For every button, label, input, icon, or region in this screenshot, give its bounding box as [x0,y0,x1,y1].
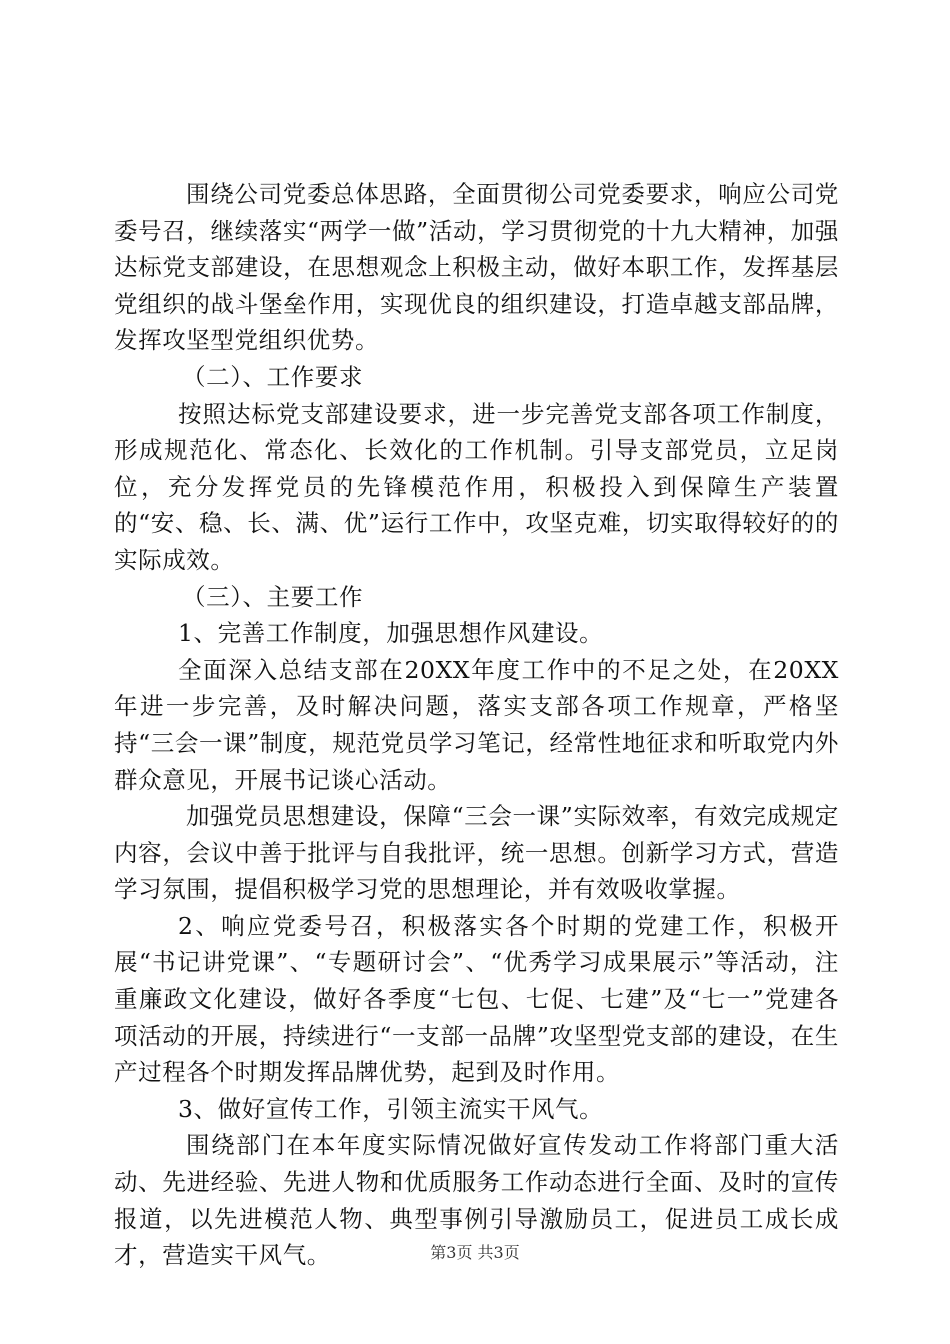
section-heading-work-requirements: （二）、工作要求 [182,362,364,391]
paragraph-work-requirements: 按照达标党支部建设要求，进一步完善党支部各项工作制度，形成规范化、常态化、长效化的工作机制。引导支部党员，立足岗位，充分发挥党员的先锋模范作用，积极投入到保障生产装置的“安、稳、长、满、优”运行工作中，攻坚克难，切实取得较好的的实际成效。 [114,399,839,574]
paragraph-item-1-thought: 加强党员思想建设，保障“三会一课”实际效率，有效完成规定内容，会议中善于批评与自我批评，统一思想。创新学习方式，营造学习氛围，提倡积极学习党的思想理论，并有效吸收掌握。 [114,802,839,904]
paragraph-overview: 围绕公司党委总体思路，全面贯彻公司党委要求，响应公司党委号召，继续落实“两学一做”活动，学习贯彻党的十九大精神，加强达标党支部建设，在思想观念上积极主动，做好本职工作，发挥基层党组织的战斗堡垒作用，实现优良的组织建设，打造卓越支部品牌，发挥攻坚型党组织优势。 [114,180,839,355]
page-footer: 第3页 共3页 [430,1243,520,1262]
section-heading-main-work: （三）、主要工作 [182,582,364,611]
paragraph-item-1-summary: 全面深入总结支部在20XX年度工作中的不足之处，在20XX年进一步完善，及时解决问题，落实支部各项工作规章，严格坚持“三会一课”制度，规范党员学习笔记，经常性地征求和听取党内外群众意见，开展书记谈心活动。 [114,655,839,794]
subheading-item-1: 1、完善工作制度，加强思想作风建设。 [178,619,604,648]
subheading-item-3: 3、做好宣传工作，引领主流实干风气。 [178,1094,604,1123]
paragraph-item-2: 2、响应党委号召，积极落实各个时期的党建工作，积极开展“书记讲党课”、“专题研讨会”、“优秀学习成果展示”等活动，注重廉政文化建设，做好各季度“七包、七促、七建”及“七一”党建各项活动的开展，持续进行“一支部一品牌”攻坚型党支部的建设，在生产过程各个时期发挥品牌优势，起到及时作用。 [114,911,839,1087]
document-body [114,176,839,1274]
paragraph-item-3-publicity: 围绕部门在本年度实际情况做好宣传发动工作将部门重大活动、先进经验、先进人物和优质服务工作动态进行全面、及时的宣传报道，以先进模范人物、典型事例引导激励员工，促进员工成长成才，营造实干风气。 [114,1131,839,1270]
